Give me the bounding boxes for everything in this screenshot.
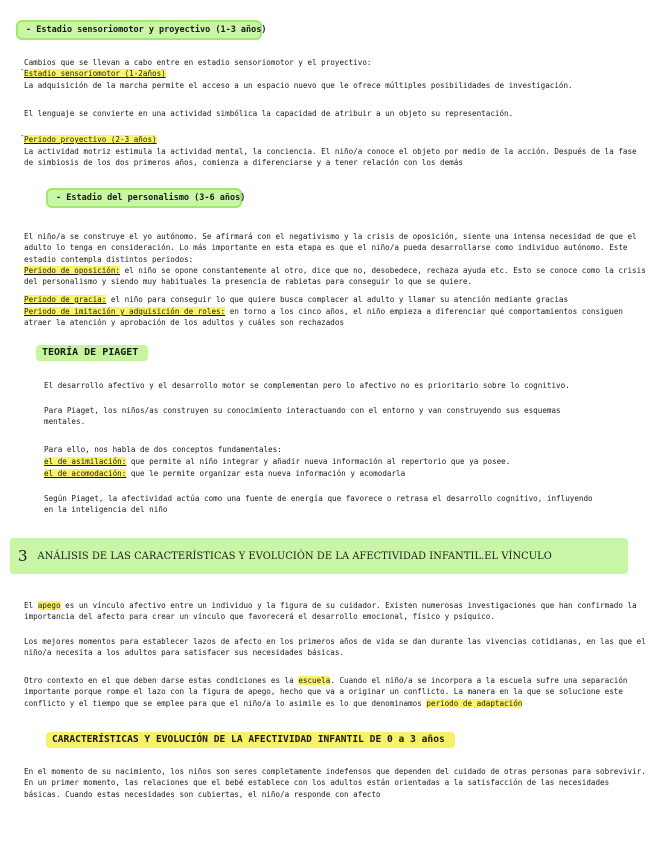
- section-heading-personalismo: [46, 188, 246, 208]
- banner-title: ANÁLISIS DE LAS CARACTERÍSTICAS Y EVOLUCIÓN DE LA AFECTIVIDAD INFANTIL.EL VÍNCULO: [37, 550, 552, 562]
- piaget-p3: Para ello, nos habla de dos conceptos fundamentales:: [44, 445, 282, 454]
- periodo-adaptacion-term: periodo de adaptación: [426, 698, 523, 708]
- concepto-acomodacion: el de acomodación: que le permite organizar esta nueva información y acomodarla: [44, 469, 406, 478]
- periodo-gracia-label: Periodo de gracia:: [24, 295, 107, 304]
- periodo-gracia: Periodo de gracia: el niño para conseguir lo que quiere busca complacer al adulto y llamar su atención mediante gracias: [24, 295, 569, 304]
- caracteristicas-paragraph: En el momento de su nacimiento, los niños son seres completamente indefensos que dependen del cuidado de otras personas para sobrevivir. En un primer momento, las relaciones que el bebé establece con los adultos están orientadas a la satisfacción de las necesidades básicas. Cuando estas necesidades son cubiertas, el niño/a responde con afecto: [24, 767, 646, 799]
- periodo-imitacion-label: Periodo de imitación y adquisición de roles:: [24, 307, 226, 316]
- section-heading-text: - Estadio del personalismo (3-6 años): [56, 193, 246, 203]
- acomodacion-label: el de acomodación:: [44, 469, 127, 478]
- caracteristicas-heading: CARACTERÍSTICAS Y EVOLUCIÓN DE LA AFECTIVIDAD INFANTIL DE 0 a 3 años: [46, 732, 455, 748]
- lenguaje-paragraph: El lenguaje se convierte en una actividad simbólica la capacidad de atribuir a un objeto su representación.: [24, 109, 514, 118]
- section-heading-sensoriomotor: [16, 20, 267, 40]
- piaget-p4: Según Piaget, la afectividad actúa como una fuente de energía que favorece o retrasa el desarrollo cognitivo, influyendo en la inteligencia del niño: [44, 494, 593, 515]
- lazos-paragraph: Los mejores momentos para establecer lazos de afecto en los primeros años de vida se dan durante las vivencias cotidianas, en las que el niño/a necesita a los adultos para satisfacer sus necesidades básicas.: [24, 637, 646, 658]
- apego-term: apego: [37, 601, 61, 610]
- asimilacion-label: el de asimilación:: [44, 457, 127, 466]
- section-heading-text: - Estadio sensoriomotor y proyectivo (1-3 años): [26, 25, 267, 35]
- personalismo-paragraph: El niño/a se construye el yo autónomo. Se afirmará con el negativismo y la crisis de oposición, siente una intensa necesidad de que el adulto lo tenga en consideración. Lo más importante en esta etapa es que el niño/a pueda desarrollarse como individuo autónomo. Este estadio contempla distintos periodos:: [24, 232, 637, 264]
- periodo-imitacion: Periodo de imitación y adquisición de roles: en torno a los cinco años, el niño empieza a diferenciar qué comportamientos consiguen atraer la atención y aprobación de los adultos y cuáles son rechazados: [24, 307, 623, 328]
- periodo-oposicion: Periodo de oposición: el niño se opone constantemente al otro, dice que no, desobedece, rechaza ayuda etc. Esto se conoce como la crisis del personalismo y siendo muy habituales la presencia de rabietas para conseguir lo que se quiere.: [24, 266, 646, 287]
- piaget-p2: Para Piaget, los niños/as construyen su conocimiento interactuando con el entorno y van construyendo sus esquemas mentales.: [44, 406, 561, 427]
- apego-paragraph: El apego es un vínculo afectivo entre un individuo y la figura de su cuidador. Existen numerosas investigaciones que han confirmado la importancia del afecto para crear un vínculo que favorecerá el desarrollo emocional, físico y psíquico.: [24, 601, 637, 622]
- escuela-paragraph: Otro contexto en el que deben darse estas condiciones es la escuela. Cuando el niño/a se incorpora a la escuela sufre una separación importante porque rompe el lazo con la figura de apego, hecho que va a originar un conflicto. La manera en la que se solucione este conflicto y el tiempo que se emplee para que el niño/a lo asimile es lo que denominamos periodo de adaptación: [24, 676, 628, 708]
- proyectivo-line-1: La actividad motriz estimula la actividad mental, la conciencia. El niño/a conoce el objeto por medio de la acción. Después de la fase: [24, 147, 637, 156]
- concepto-asimilacion: el de asimilación: que permite al niño integrar y añadir nueva información al repertorio que ya posee.: [44, 457, 511, 466]
- sensoriomotor-sub-label: - Estadio sensoriomotor (1-2años): [20, 65, 166, 78]
- piaget-heading: TEORÍA DE PIAGET: [36, 345, 148, 361]
- sensoriomotor-intro: Cambios que se llevan a cabo entre en estadio sensoriomotor y el proyectivo:: [24, 58, 372, 67]
- piaget-p1: El desarrollo afectivo y el desarrollo motor se complementan pero lo afectivo no es prioritario sobre lo cognitivo.: [44, 381, 570, 390]
- section-banner: [10, 538, 628, 574]
- banner-number: 3: [18, 547, 28, 565]
- proyectivo-sub-label: - Periodo proyectivo (2-3 años): [20, 131, 157, 144]
- sensoriomotor-sub-text: La adquisición de la marcha permite el acceso a un espacio nuevo que le ofrece múltiples posibilidades de investigación.: [24, 81, 573, 90]
- proyectivo-line-2: de simbiosis de los dos primeros años, comienza a diferenciarse y a tener relación con los demás: [24, 158, 463, 167]
- escuela-term: escuela: [298, 676, 331, 685]
- periodo-oposicion-label: Periodo de oposición:: [24, 266, 121, 275]
